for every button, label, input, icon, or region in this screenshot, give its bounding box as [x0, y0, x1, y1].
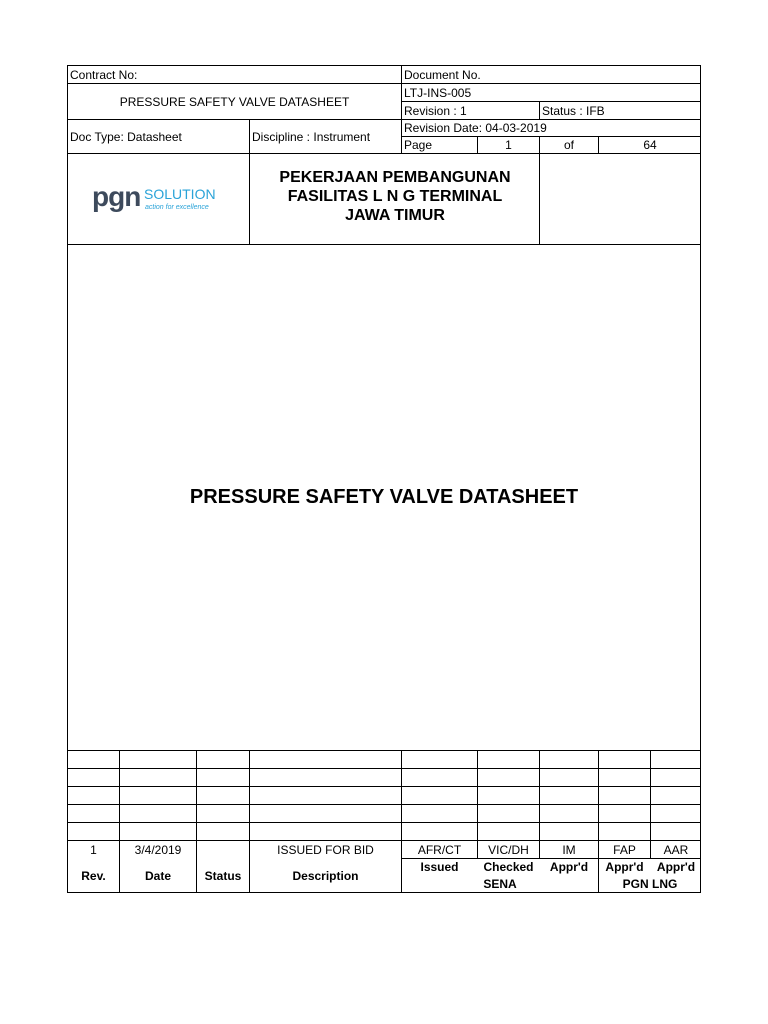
page-of: of — [563, 138, 574, 152]
document-number: LTJ-INS-005 — [404, 85, 472, 100]
date-header: Date — [144, 869, 171, 883]
rule — [68, 750, 701, 751]
logo-tagline: action for excellence — [145, 204, 209, 211]
approved-fap-cell: FAP — [613, 842, 636, 857]
project-title-line-2: FASILITAS L N G TERMINAL — [287, 188, 503, 205]
pgn-solution-logo-graphic — [92, 182, 222, 218]
main-title: PRESSURE SAFETY VALVE DATASHEET — [189, 486, 579, 508]
rule — [68, 153, 701, 154]
document-label: Document No. — [404, 67, 481, 82]
project-title-line-1: PEKERJAAN PEMBANGUNAN — [279, 169, 511, 186]
pgn-lng-label: PGN LNG — [622, 877, 678, 891]
checked-header: Checked — [483, 860, 534, 874]
rev-cell: 1 — [90, 842, 97, 857]
revision-date: Revision Date: 04-03-2019 — [404, 121, 547, 135]
status-cell — [197, 841, 249, 858]
datasheet-cover — [67, 65, 701, 893]
status: Status : IFB — [542, 103, 605, 118]
project-title — [250, 166, 540, 248]
approved-header-2: Appr'd — [605, 860, 644, 874]
approved-im-cell: IM — [562, 842, 576, 857]
rule — [68, 768, 701, 769]
revision: Revision : 1 — [404, 103, 467, 118]
sena-label: SENA — [483, 877, 517, 891]
page-number: 1 — [505, 138, 512, 152]
short-title: PRESSURE SAFETY VALVE DATASHEET — [119, 94, 350, 109]
rule — [68, 786, 701, 787]
discipline: Discipline : Instrument — [252, 129, 371, 144]
checked-cell: VIC/DH — [488, 842, 529, 857]
page-total: 64 — [643, 138, 657, 152]
approved-header-1: Appr'd — [549, 860, 589, 874]
approved-aar-cell: AAR — [663, 842, 689, 857]
doc-type: Doc Type: Datasheet — [70, 129, 182, 144]
issued-header: Issued — [420, 860, 459, 874]
status-header: Status — [204, 869, 242, 883]
contract-label: Contract No: — [70, 67, 138, 82]
date-cell: 3/4/2019 — [134, 842, 182, 857]
logo-brand: pgn — [92, 182, 141, 212]
description-cell: ISSUED FOR BID — [277, 842, 374, 857]
rule — [68, 804, 701, 805]
description-header: Description — [292, 869, 359, 883]
rule — [68, 822, 701, 823]
rev-header: Rev. — [81, 869, 106, 883]
page-label: Page — [404, 138, 433, 152]
pgn-solution-logo — [92, 182, 222, 218]
approved-header-3: Appr'd — [656, 860, 696, 874]
logo-product: SOLUTION — [144, 186, 216, 202]
issued-cell: AFR/CT — [417, 842, 462, 857]
project-title-line-3: JAWA TIMUR — [345, 207, 445, 224]
